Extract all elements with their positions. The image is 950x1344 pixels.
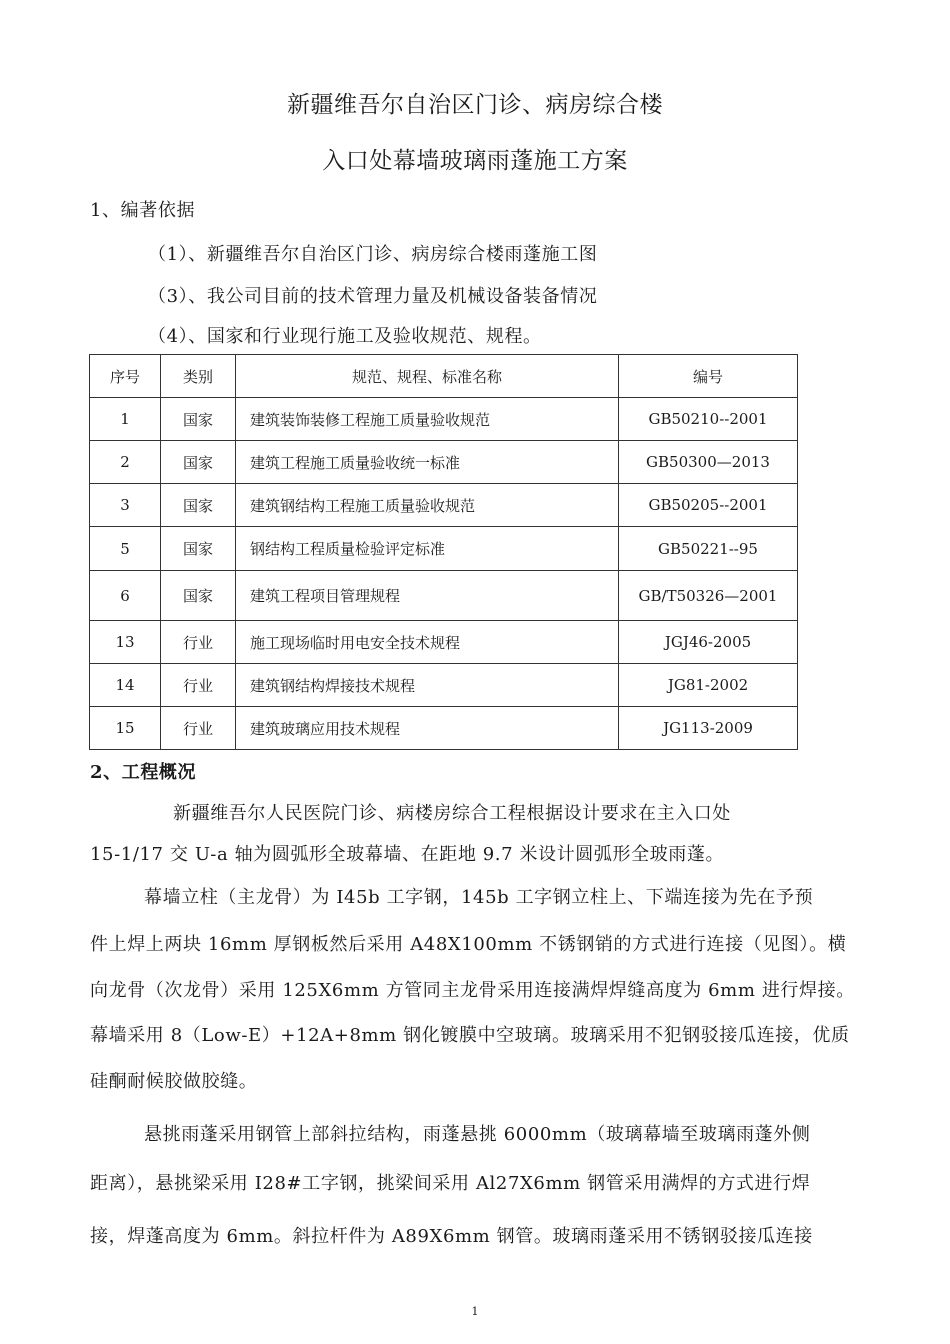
header-name: 规范、规程、标准名称 bbox=[236, 355, 619, 398]
cell-no: 13 bbox=[90, 621, 161, 664]
cell-category: 国家 bbox=[161, 398, 236, 441]
cell-category: 国家 bbox=[161, 571, 236, 621]
cell-category: 行业 bbox=[161, 707, 236, 750]
cell-code: GB50205--2001 bbox=[619, 484, 798, 527]
paragraph-line: 件上焊上两块 16mm 厚钢板然后采用 A48X100mm 不锈钢销的方式进行连接（见图）。横 bbox=[90, 934, 847, 955]
basis-item: （3）、我公司目前的技术管理力量及机械设备装备情况 bbox=[148, 286, 598, 307]
paragraph-line: 幕墙采用 8（Low-E）+12A+8mm 钢化镀膜中空玻璃。玻璃采用不犯钢驳接瓜连接，优质 bbox=[90, 1025, 850, 1046]
cell-name: 施工现场临时用电安全技术规程 bbox=[236, 621, 619, 664]
cell-code: GB/T50326—2001 bbox=[619, 571, 798, 621]
table-row bbox=[90, 621, 798, 664]
cell-category: 国家 bbox=[161, 527, 236, 571]
paragraph-line: 新疆维吾尔人民医院门诊、病楼房综合工程根据设计要求在主入口处 bbox=[173, 803, 731, 824]
cell-code: GB50221--95 bbox=[619, 527, 798, 571]
paragraph-line: 硅酮耐候胶做胶缝。 bbox=[90, 1071, 258, 1092]
section1-heading: 1、编著依据 bbox=[90, 200, 196, 221]
paragraph-line: 悬挑雨蓬采用钢管上部斜拉结构，雨蓬悬挑 6000mm（玻璃幕墙至玻璃雨蓬外侧 bbox=[144, 1124, 811, 1145]
cell-code: JGJ46-2005 bbox=[619, 621, 798, 664]
paragraph-line: 向龙骨（次龙骨）采用 125X6mm 方管同主龙骨采用连接满焊焊缝高度为 6mm 进行焊接。 bbox=[90, 980, 855, 1001]
cell-code: JG113-2009 bbox=[619, 707, 798, 750]
cell-category: 国家 bbox=[161, 484, 236, 527]
cell-category: 行业 bbox=[161, 621, 236, 664]
cell-category: 行业 bbox=[161, 664, 236, 707]
cell-no: 15 bbox=[90, 707, 161, 750]
paragraph-line: 15-1/17 交 U-a 轴为圆弧形全玻幕墙、在距地 9.7 米设计圆弧形全玻雨蓬。 bbox=[90, 844, 725, 865]
basis-item: （4）、国家和行业现行施工及验收规范、规程。 bbox=[148, 326, 542, 347]
page-number: 1 bbox=[471, 1305, 479, 1318]
table-row bbox=[90, 664, 798, 707]
cell-no: 2 bbox=[90, 441, 161, 484]
table-row bbox=[90, 527, 798, 571]
cell-no: 14 bbox=[90, 664, 161, 707]
header-code: 编号 bbox=[619, 355, 798, 398]
cell-no: 5 bbox=[90, 527, 161, 571]
cell-name: 钢结构工程质量检验评定标准 bbox=[236, 527, 619, 571]
cell-name: 建筑钢结构焊接技术规程 bbox=[236, 664, 619, 707]
cell-name: 建筑钢结构工程施工质量验收规范 bbox=[236, 484, 619, 527]
table-row bbox=[90, 571, 798, 621]
table-row bbox=[90, 707, 798, 750]
cell-name: 建筑工程项目管理规程 bbox=[236, 571, 619, 621]
cell-code: GB50210--2001 bbox=[619, 398, 798, 441]
cell-no: 6 bbox=[90, 571, 161, 621]
cell-name: 建筑玻璃应用技术规程 bbox=[236, 707, 619, 750]
paragraph-line: 距离），悬挑梁采用 I28#工字钢，挑梁间采用 Al27X6mm 钢管采用满焊的方式进行焊 bbox=[90, 1173, 811, 1194]
document-title-line2: 入口处幕墙玻璃雨蓬施工方案 bbox=[322, 148, 628, 174]
paragraph-line: 幕墙立柱（主龙骨）为 I45b 工字钢，145b 工字钢立柱上、下端连接为先在予预 bbox=[144, 887, 814, 908]
cell-code: GB50300—2013 bbox=[619, 441, 798, 484]
section2-heading: 2、工程概况 bbox=[90, 762, 197, 783]
cell-code: JG81-2002 bbox=[619, 664, 798, 707]
cell-category: 国家 bbox=[161, 441, 236, 484]
table-row bbox=[90, 441, 798, 484]
cell-no: 1 bbox=[90, 398, 161, 441]
table-row bbox=[90, 484, 798, 527]
header-no: 序号 bbox=[90, 355, 161, 398]
cell-name: 建筑装饰装修工程施工质量验收规范 bbox=[236, 398, 619, 441]
table-row bbox=[90, 398, 798, 441]
standards-table bbox=[89, 354, 798, 750]
basis-item: （1）、新疆维吾尔自治区门诊、病房综合楼雨蓬施工图 bbox=[148, 244, 598, 265]
paragraph-line: 接，焊蓬高度为 6mm。斜拉杆件为 A89X6mm 钢管。玻璃雨蓬采用不锈钢驳接瓜连接 bbox=[90, 1226, 813, 1247]
document-title-line1: 新疆维吾尔自治区门诊、病房综合楼 bbox=[287, 92, 663, 118]
cell-no: 3 bbox=[90, 484, 161, 527]
cell-name: 建筑工程施工质量验收统一标准 bbox=[236, 441, 619, 484]
table-header-row bbox=[90, 355, 798, 398]
header-category: 类别 bbox=[161, 355, 236, 398]
